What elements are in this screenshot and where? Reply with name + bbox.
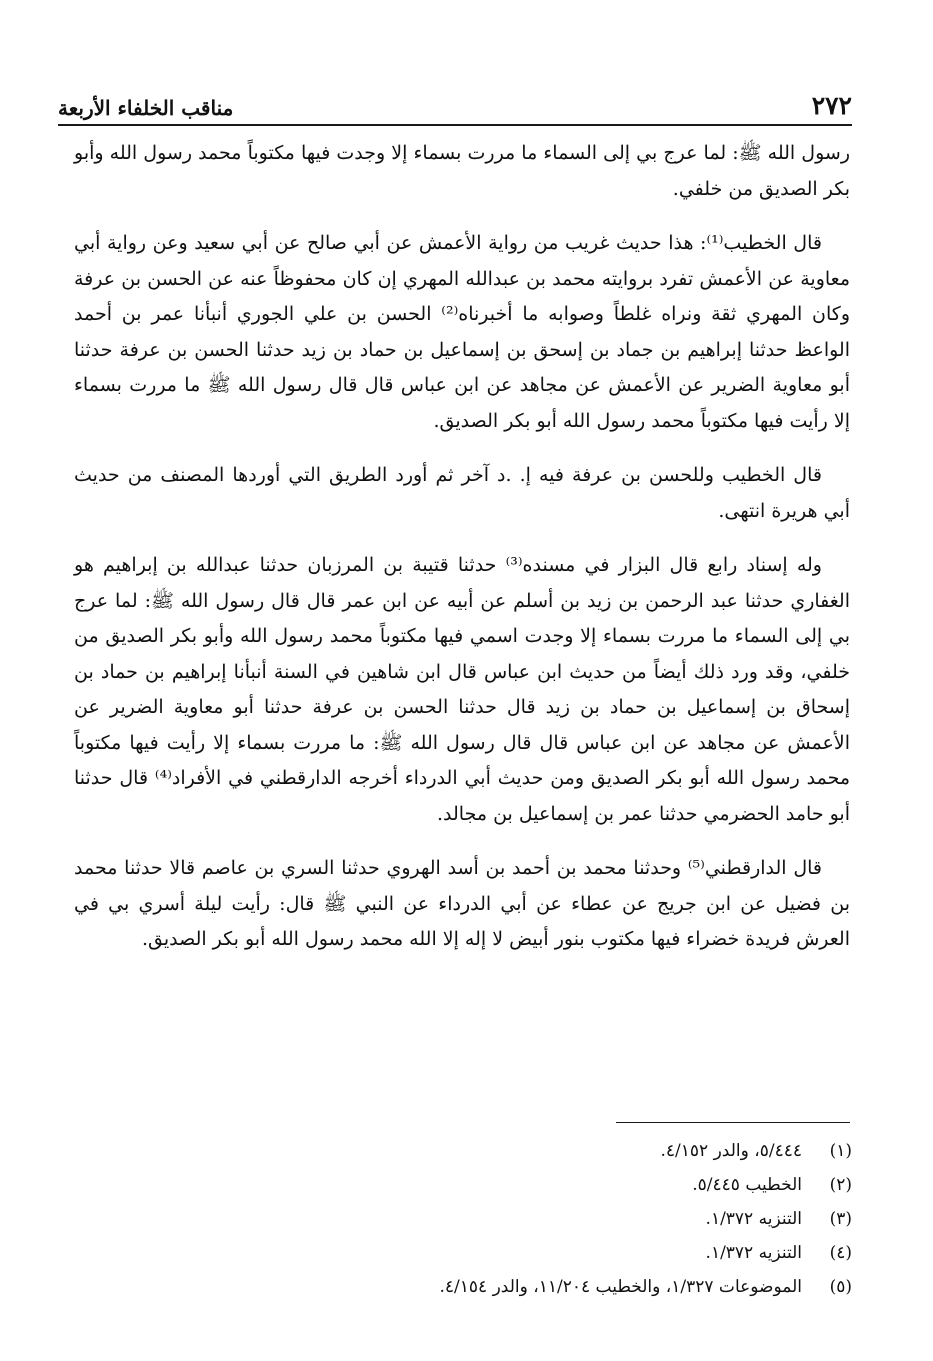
footnote-text: الخطيب ٥/٤٤٥. bbox=[692, 1175, 802, 1195]
paragraph-1: رسول الله ﷺ: لما عرج بي إلى السماء ما مررت بسماء إلا وجدت فيها مكتوباً محمد رسول الله وأبو بكر الصديق من خلفي. bbox=[74, 142, 850, 200]
footnote-separator bbox=[616, 1122, 850, 1123]
footnote-number: (٢) bbox=[829, 1175, 852, 1195]
paragraph-3: قال الخطيب وللحسن بن عرفة فيه إ. .د آخر ثم أورد الطريق التي أوردها المصنف من حديث أبي هريرة انتهى. bbox=[74, 464, 850, 522]
footnote-item bbox=[300, 1134, 852, 1168]
footnote-text: التنزيه ١/٣٧٢. bbox=[705, 1209, 802, 1229]
footnote-number: (٤) bbox=[829, 1243, 852, 1263]
paragraph-5: قال الدارقطني⁽⁵⁾ وحدثنا محمد بن أحمد بن أسد الهروي حدثنا السري بن عاصم قالا حدثنا محمد بن فضيل عن ابن جريج عن عطاء عن أبي الدرداء عن النبي ﷺ قال: رأيت ليلة أسري بي في العرش فريدة خضراء فيها مكتوب بنور أبيض لا إله إلا الله محمد رسول الله أبو بكر الصديق. bbox=[74, 857, 850, 950]
main-text bbox=[74, 136, 850, 977]
paragraph-4: وله إسناد رابع قال البزار في مسنده⁽³⁾ حدثنا قتيبة بن المرزبان حدثنا عبدالله بن إبراهيم هو الغفاري حدثنا عبد الرحمن بن زيد بن أسلم عن أبيه عن ابن عمر قال قال رسول الله ﷺ: لما عرج بي إلى السماء ما مررت بسماء إلا وجدت اسمي فيها مكتوباً محمد رسول الله وأبو بكر الصديق من خلفي، وقد ورد ذلك أيضاً من حديث ابن عباس قال ابن شاهين في السنة أنبأنا إبراهيم بن حماد بن إسحاق بن إسماعيل بن حماد بن زيد قال حدثنا الحسن بن عرفة حدثنا أبو معاوية الضرير عن الأعمش عن مجاهد عن ابن عباس قال قال رسول الله ﷺ: ما مررت بسماء إلا رأيت فيها مكتوباً محمد رسول الله أبو بكر الصديق ومن حديث أبي الدرداء أخرجه الدارقطني في الأفراد⁽⁴⁾ قال حدثنا أبو حامد الحضرمي حدثنا عمر بن إسماعيل بن مجالد. bbox=[74, 554, 851, 825]
footnote-number: (٣) bbox=[829, 1209, 852, 1229]
footnote-item bbox=[300, 1168, 852, 1202]
footnote-number: (١) bbox=[829, 1141, 852, 1161]
running-title: مناقب الخلفاء الأربعة bbox=[58, 96, 234, 120]
footnotes bbox=[300, 1134, 852, 1304]
page-number: ٢٧٢ bbox=[811, 91, 852, 120]
footnote-text: ٥/٤٤٤، والدر ٤/١٥٢. bbox=[660, 1141, 802, 1161]
footnote-text: الموضوعات ١/٣٢٧، والخطيب ١١/٢٠٤، والدر ٤/١٥٤. bbox=[439, 1277, 802, 1297]
footnote-item bbox=[300, 1236, 852, 1270]
footnote-item bbox=[300, 1270, 852, 1304]
footnote-number: (٥) bbox=[829, 1277, 852, 1297]
paragraph-2: قال الخطيب⁽¹⁾: هذا حديث غريب من رواية الأعمش عن أبي صالح عن أبي سعيد وعن رواية أبي معاوية عن الأعمش تفرد بروايته محمد بن عبدالله المهري إن كان محفوظاً عنه عن الحسن بن عرفة وكان المهري ثقة ونراه غلطاً وصوابه ما أخبرناه⁽²⁾ الحسن بن علي الجوري أنبأنا عمر بن أحمد الواعظ حدثنا إبراهيم بن جماد بن إسحق بن إسماعيل بن حماد بن زيد حدثنا الحسن بن عرفة حدثنا أبو معاوية الضرير عن الأعمش عن مجاهد عن ابن عباس قال قال رسول الله ﷺ ما مررت بسماء إلا رأيت فيها مكتوباً محمد رسول الله أبو بكر الصديق. bbox=[74, 232, 851, 432]
footnote-text: التنزيه ١/٣٧٢. bbox=[705, 1243, 802, 1263]
page-header bbox=[58, 78, 852, 126]
footnote-item bbox=[300, 1202, 852, 1236]
